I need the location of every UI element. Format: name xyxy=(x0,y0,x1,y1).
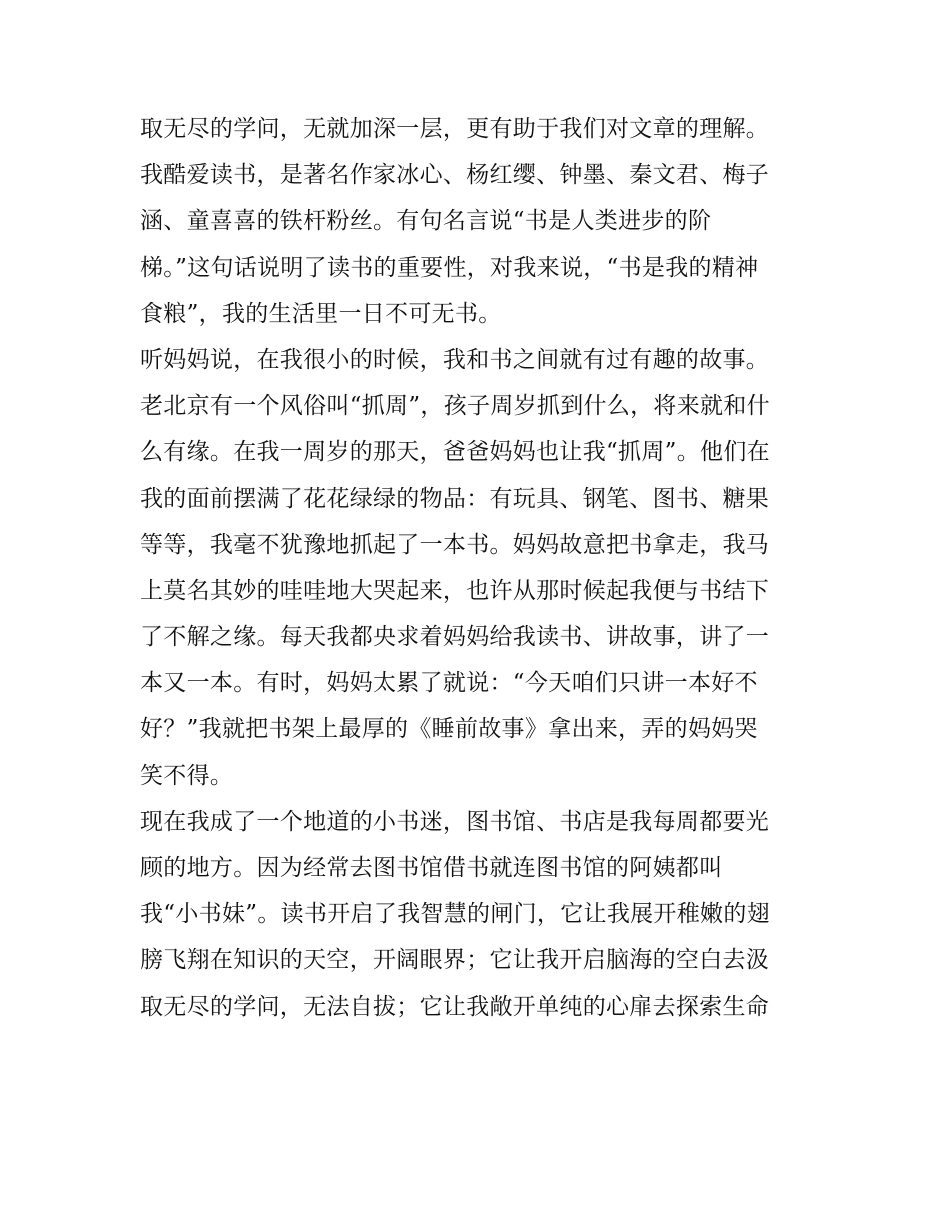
text-line-10: 等等，我毫不犹豫地抓起了一本书。妈妈故意把书拿走，我马 xyxy=(140,531,770,558)
text-line-7: 老北京有一个风俗叫“抓周”，孩子周岁抓到什么，将来就和什 xyxy=(140,393,770,420)
text-line-18: 我“小书妹”。读书开启了我智慧的闸门，它让我展开稚嫩的翅 xyxy=(140,901,770,928)
text-line-11: 上莫名其妙的哇哇地大哭起来，也许从那时候起我便与书结下 xyxy=(140,577,770,604)
text-line-13: 本又一本。有时，妈妈太累了就说：“今天咱们只讲一本好不 xyxy=(140,670,758,697)
text-line-2: 我酷爱读书，是著名作家冰心、杨红缨、钟墨、秦文君、梅子 xyxy=(140,162,770,189)
text-line-12: 了不解之缘。每天我都央求着妈妈给我读书、讲故事，讲了一 xyxy=(140,624,770,651)
text-line-17: 顾的地方。因为经常去图书馆借书就连图书馆的阿姨都叫 xyxy=(140,855,723,881)
text-line-8: 么有缘。在我一周岁的那天，爸爸妈妈也让我“抓周”。他们在 xyxy=(140,439,770,466)
text-line-1: 取无尽的学问，无就加深一层，更有助于我们对文章的理解。 xyxy=(140,116,770,142)
text-line-19: 膀飞翔在知识的天空，开阔眼界；它让我开启脑海的空白去汲 xyxy=(140,947,770,974)
text-line-3: 涵、童喜喜的铁杆粉丝。有句名言说“书是人类进步的阶 xyxy=(140,208,712,235)
text-line-16: 现在我成了一个地道的小书迷，图书馆、书店是我每周都要光 xyxy=(140,808,770,835)
text-line-9: 我的面前摆满了花花绿绿的物品：有玩具、钢笔、图书、糖果 xyxy=(140,485,770,512)
body-text xyxy=(140,106,820,1030)
text-line-5: 食粮”，我的生活里一日不可无书。 xyxy=(140,300,502,327)
text-line-4: 梯。”这句话说明了读书的重要性，对我来说，“书是我的精神 xyxy=(140,254,759,281)
text-line-14: 好？”我就把书架上最厚的《睡前故事》拿出来，弄的妈妈哭 xyxy=(140,716,758,743)
text-line-20: 取无尽的学问，无法自拔；它让我敞开单纯的心扉去探索生命 xyxy=(140,993,770,1020)
text-line-15: 笑不得。 xyxy=(140,762,234,789)
text-line-6: 听妈妈说，在我很小的时候，我和书之间就有过有趣的故事。 xyxy=(140,346,770,373)
